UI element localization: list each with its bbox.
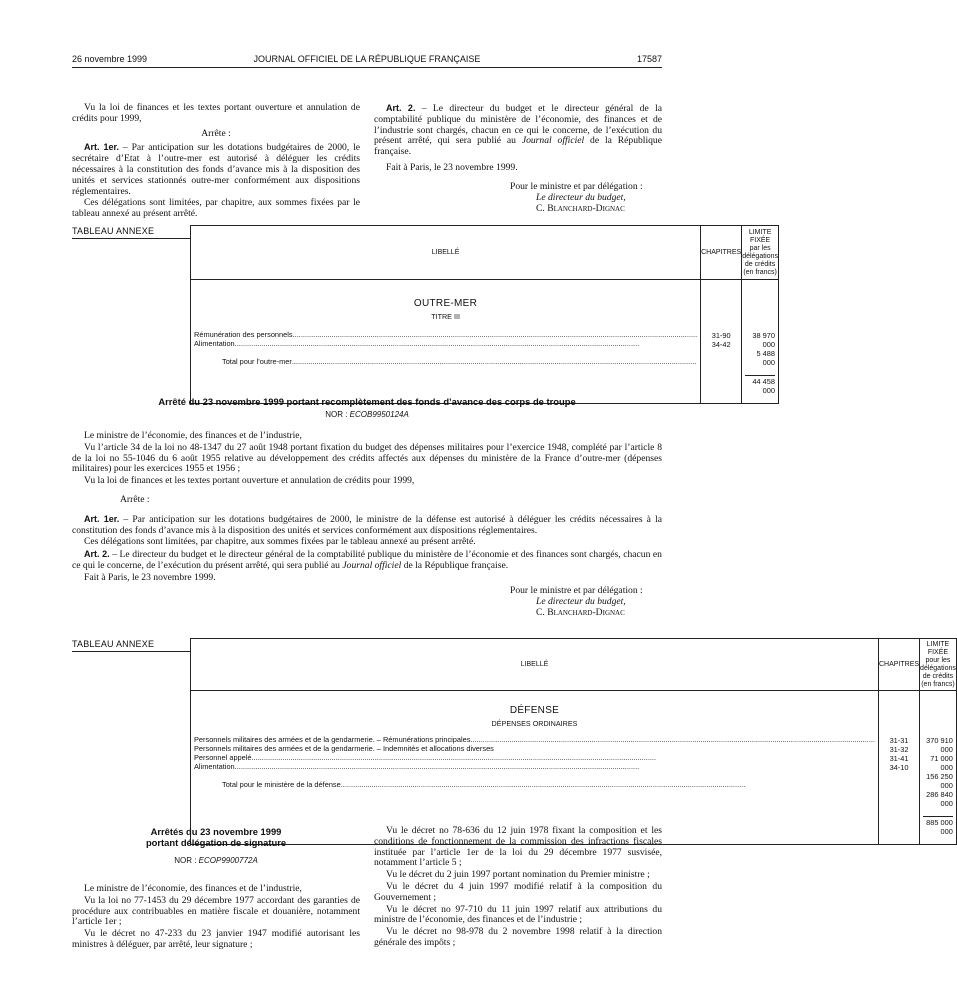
table2-row4-amount: 286 840 000 — [926, 790, 953, 808]
header-journal-title: JOURNAL OFFICIEL DE LA RÉPUBLIQUE FRANÇAISE — [253, 54, 481, 64]
header-rule — [72, 67, 662, 68]
decree1-signature — [510, 181, 643, 214]
table1-col-limite-l2: par les — [749, 244, 771, 252]
decree2-nor-code: ECOB9950124A — [349, 410, 409, 419]
leader-dots — [235, 762, 875, 771]
decree3-visa3: Vu le décret no 78-636 du 12 juin 1978 fixant la composition et les conditions de fonctionnement de la commission des infractions fiscales instituée par l’article 1er de la loi du 29 décembre 1977 susvisée, notamment l’article 5 ; — [374, 825, 662, 869]
table1-total-label — [194, 357, 697, 366]
table1-col-limite-l4: de crédits — [744, 260, 776, 268]
decree1-sig-name: C. Blanchard-Dignac — [536, 203, 625, 214]
leader-dots — [252, 753, 875, 762]
decree2-fait: Fait à Paris, le 23 novembre 1999. — [84, 571, 216, 583]
decree3-left-column — [72, 884, 360, 952]
table1-row1-label: Rémunération des personnels — [194, 330, 293, 339]
decree1-art1-text: – Par anticipation sur les dotations budgétaires de 2000, le secrétaire d’Etat à l’outre-mer est autorisé à déléguer les crédits nécessaires à la constitution des fonds d’avance mis à la disposition des unités et services stationnés outre-mer conformément aux dispositions réglementaires. — [72, 142, 360, 197]
decree1-sig-line1: Pour le ministre et par délégation : — [510, 181, 643, 192]
leader-dots — [341, 780, 875, 789]
table2-col-limite-l2: pour les — [925, 656, 951, 664]
leader-dots — [235, 339, 697, 348]
table1-subsection: TITRE III — [431, 312, 460, 321]
table1-row-label — [194, 339, 697, 348]
decree3-nor-code: ECOP9900772A — [198, 856, 258, 865]
table2-row4-chapter: 34-10 — [889, 763, 909, 772]
decree2-art2-end: de la République française. — [403, 559, 509, 571]
table1-row1-amount: 38 970 000 — [752, 331, 775, 349]
table2-row-label — [194, 735, 875, 744]
decree3-visa1: Vu la loi no 77-1453 du 29 décembre 1977 accordant des garanties de procédure aux contribuables en matière fiscale et douanière, notamment l’article 1er ; — [72, 894, 360, 928]
decree2-art2-label: Art. 2. — [84, 549, 110, 560]
decree3-nor — [72, 856, 360, 865]
table1-section: OUTRE-MER — [413, 298, 478, 309]
decree3-visa5: Vu le décret du 4 juin 1997 modifié relatif à la composition du Gouvernement ; — [374, 880, 662, 903]
decree2-article2 — [72, 549, 662, 572]
table1-col-limite-l1: LIMITE FIXÉE — [748, 228, 772, 244]
decree3-title-line1: Arrêtés du 23 novembre 1999 — [150, 826, 282, 837]
decree3-visa7: Vu le décret no 98-978 du 2 novembre 1998 relatif à la direction générale des impôts ; — [374, 926, 662, 948]
decree1-art2-text: – Le directeur du budget et le directeur général de la comptabilité publique du ministère de l’économie, des finances et de l’industrie sont chargés, chacun en ce qui le concerne, de l’exécution du présent arrêté, qui sera publié au — [374, 103, 662, 147]
decree1-article2 — [374, 103, 662, 158]
decree3-title-line2: portant délégation de signature — [145, 837, 287, 848]
decree1-table-label: TABLEAU ANNEXE — [72, 226, 155, 236]
decree2-title: Arrêté du 23 novembre 1999 portant recomplètement des fonds d’avance des corps de troupe — [158, 396, 576, 407]
decree3-nor-label: NOR : — [174, 856, 197, 865]
decree2-minister: Le ministre de l’économie, des finances et de l’industrie, — [84, 430, 302, 441]
table2-col-limite-l1: LIMITE FIXÉE — [926, 640, 950, 656]
decree1-fait: Fait à Paris, le 23 novembre 1999. — [386, 161, 518, 173]
decree2-article1 — [72, 514, 662, 537]
table2-total-amount: 885 000 000 — [923, 816, 953, 836]
table1-col-libelle: LIBELLÉ — [191, 226, 701, 280]
decree2-art1-label: Art. 1er. — [84, 513, 120, 524]
table1-row2-amount: 5 488 000 — [756, 349, 775, 367]
leader-dots — [293, 330, 698, 339]
table2-row1-amount: 370 910 000 — [926, 736, 953, 754]
table1-header-row — [191, 226, 779, 280]
table2-col-chapitres: CHAPITRES — [878, 639, 919, 691]
decree1-limits: Ces délégations sont limitées, par chapitre, aux sommes fixées par le tableau annexé au présent arrêté. — [72, 197, 360, 220]
table1-row2-chapter: 34-42 — [711, 340, 731, 349]
decree2-journal-officiel: Journal officiel — [342, 559, 402, 571]
table2-row4-label: Alimentation — [194, 762, 235, 771]
table1-row-label — [194, 330, 697, 339]
header-date: 26 novembre 1999 — [72, 54, 148, 64]
table2-col-limite-l3: délégations — [920, 664, 956, 672]
decree1-art2-label: Art. 2. — [386, 103, 416, 113]
decree1-article1 — [72, 142, 360, 197]
table2-row2-chapter: 31-32 — [889, 745, 909, 754]
table1-col-chapitres: CHAPITRES — [701, 226, 742, 280]
decree2-sig-line1: Pour le ministre et par délégation : — [510, 585, 643, 596]
decree3-visa4: Vu le décret du 2 juin 1997 portant nomination du Premier ministre ; — [386, 869, 650, 881]
table2-subsection: DÉPENSES ORDINAIRES — [491, 719, 578, 728]
decree2-nor-label: NOR : — [325, 410, 348, 419]
table1-col-limite-l3: délégations — [742, 252, 778, 260]
decree3-visa2: Vu le décret no 47-233 du 23 janvier 1947 modifié autorisant les ministres à déléguer, par arrêté, leur signature ; — [72, 928, 360, 950]
decree2-nor — [72, 410, 662, 419]
table2-total-text: Total pour le ministère de la défense — [222, 780, 341, 789]
leader-dots — [292, 357, 697, 366]
decree2-table-label: TABLEAU ANNEXE — [72, 639, 155, 649]
table1-col-limite — [742, 226, 779, 280]
decree2-art2-text: – Le directeur du budget et le directeur général de la comptabilité publique du ministère de l’économie et des finances sont chargés, chacun en ce qui le concerne, de l’exécution du présent arrêté, qui sera publié au — [72, 549, 662, 571]
decree2-sig-name: C. Blanchard-Dignac — [536, 607, 625, 618]
decree2-annex-table — [190, 638, 957, 845]
table2-row3-label: Personnel appelé — [194, 753, 252, 762]
decree1-left-column — [72, 103, 360, 221]
table2-total-label — [194, 780, 875, 789]
header-page-number: 17587 — [636, 54, 662, 64]
decree2-limits: Ces délégations sont limitées, par chapitre, aux sommes fixées par le tableau annexé au présent arrêté. — [84, 536, 476, 548]
decree2-arrete: Arrête : — [120, 493, 150, 505]
decree1-sig-line2: Le directeur du budget, — [536, 192, 626, 203]
table2-row2-amount: 71 000 000 — [930, 754, 953, 772]
table2-row-label — [194, 744, 875, 753]
table2-row1-chapter: 31-31 — [889, 736, 909, 745]
decree2-table-label-rule — [72, 651, 190, 652]
decree1-art2-end: de la République française. — [374, 135, 662, 158]
leader-dots — [470, 735, 875, 744]
table2-header-row — [191, 639, 957, 691]
table2-section: DÉFENSE — [509, 705, 560, 716]
table2-body-row — [191, 691, 957, 843]
decree2-signature — [510, 585, 643, 618]
decree3-visa6: Vu le décret no 97-710 du 11 juin 1997 relatif aux attributions du ministre de l’économie, des finances et de l’industrie ; — [374, 903, 662, 926]
decree2-art1-text: – Par anticipation sur les dotations budgétaires de 2000, le ministre de la défense est autorisé à déléguer les crédits nécessaires à la constitution des fonds d’avance mis à la disposition des unités et services conformément aux dispositions réglementaires. — [72, 513, 662, 536]
decree1-art1-label: Art. 1er. — [84, 142, 119, 153]
decree2-visa1: Vu l’article 34 de la loi no 48-1347 du 27 août 1948 portant fixation du budget des dépenses militaires pour l’exercice 1948, complété par l’article 8 de la loi no 55-1046 du 6 août 1955 relative au développement des crédits affectés aux dépenses du ministère de la France d’outre-mer (dépenses militaires) pour les exercices 1955 et 1956 ; — [72, 441, 662, 475]
table1-total-amount: 44 458 000 — [745, 375, 775, 395]
table2-row2-label: Personnels militaires des armées et de la gendarmerie. – Indemnités et allocations diverses — [194, 744, 494, 753]
decree1-right-column — [374, 103, 662, 175]
table2-col-limite — [920, 639, 957, 691]
decree3-minister: Le ministre de l’économie, des finances et de l’industrie, — [84, 883, 302, 894]
decree1-journal-officiel: Journal officiel — [521, 135, 585, 147]
table2-col-libelle: LIBELLÉ — [191, 639, 879, 691]
decree2-visa2: Vu la loi de finances et les textes portant ouverture et annulation de crédits pour 1999, — [84, 475, 415, 487]
table2-row1-label: Personnels militaires des armées et de la gendarmerie. – Rémunérations principales — [194, 735, 471, 744]
table2-row-label — [194, 762, 875, 771]
table1-row1-chapter: 31-90 — [711, 331, 731, 340]
decree3-title — [72, 826, 360, 848]
decree2-body — [72, 431, 662, 585]
table2-row-label — [194, 753, 875, 762]
table1-total-text: Total pour l’outre-mer — [222, 357, 292, 366]
decree1-table-label-rule — [72, 238, 190, 239]
table2-row3-amount: 156 250 000 — [926, 772, 953, 790]
table1-body-row — [191, 280, 779, 402]
table2-row3-chapter: 31-41 — [889, 754, 909, 763]
table1-col-limite-l5: (en francs) — [743, 268, 777, 276]
decree2-sig-line2: Le directeur du budget, — [536, 596, 626, 607]
table2-col-limite-l5: (en francs) — [921, 680, 955, 688]
decree1-annex-table — [190, 225, 779, 404]
decree1-arrete: Arrête : — [201, 127, 231, 139]
decree3-right-column — [374, 826, 662, 950]
table1-row2-label: Alimentation — [194, 339, 235, 348]
table2-col-limite-l4: de crédits — [922, 672, 954, 680]
decree1-visa: Vu la loi de finances et les textes portant ouverture et annulation de crédits pour 1999, — [72, 102, 360, 124]
